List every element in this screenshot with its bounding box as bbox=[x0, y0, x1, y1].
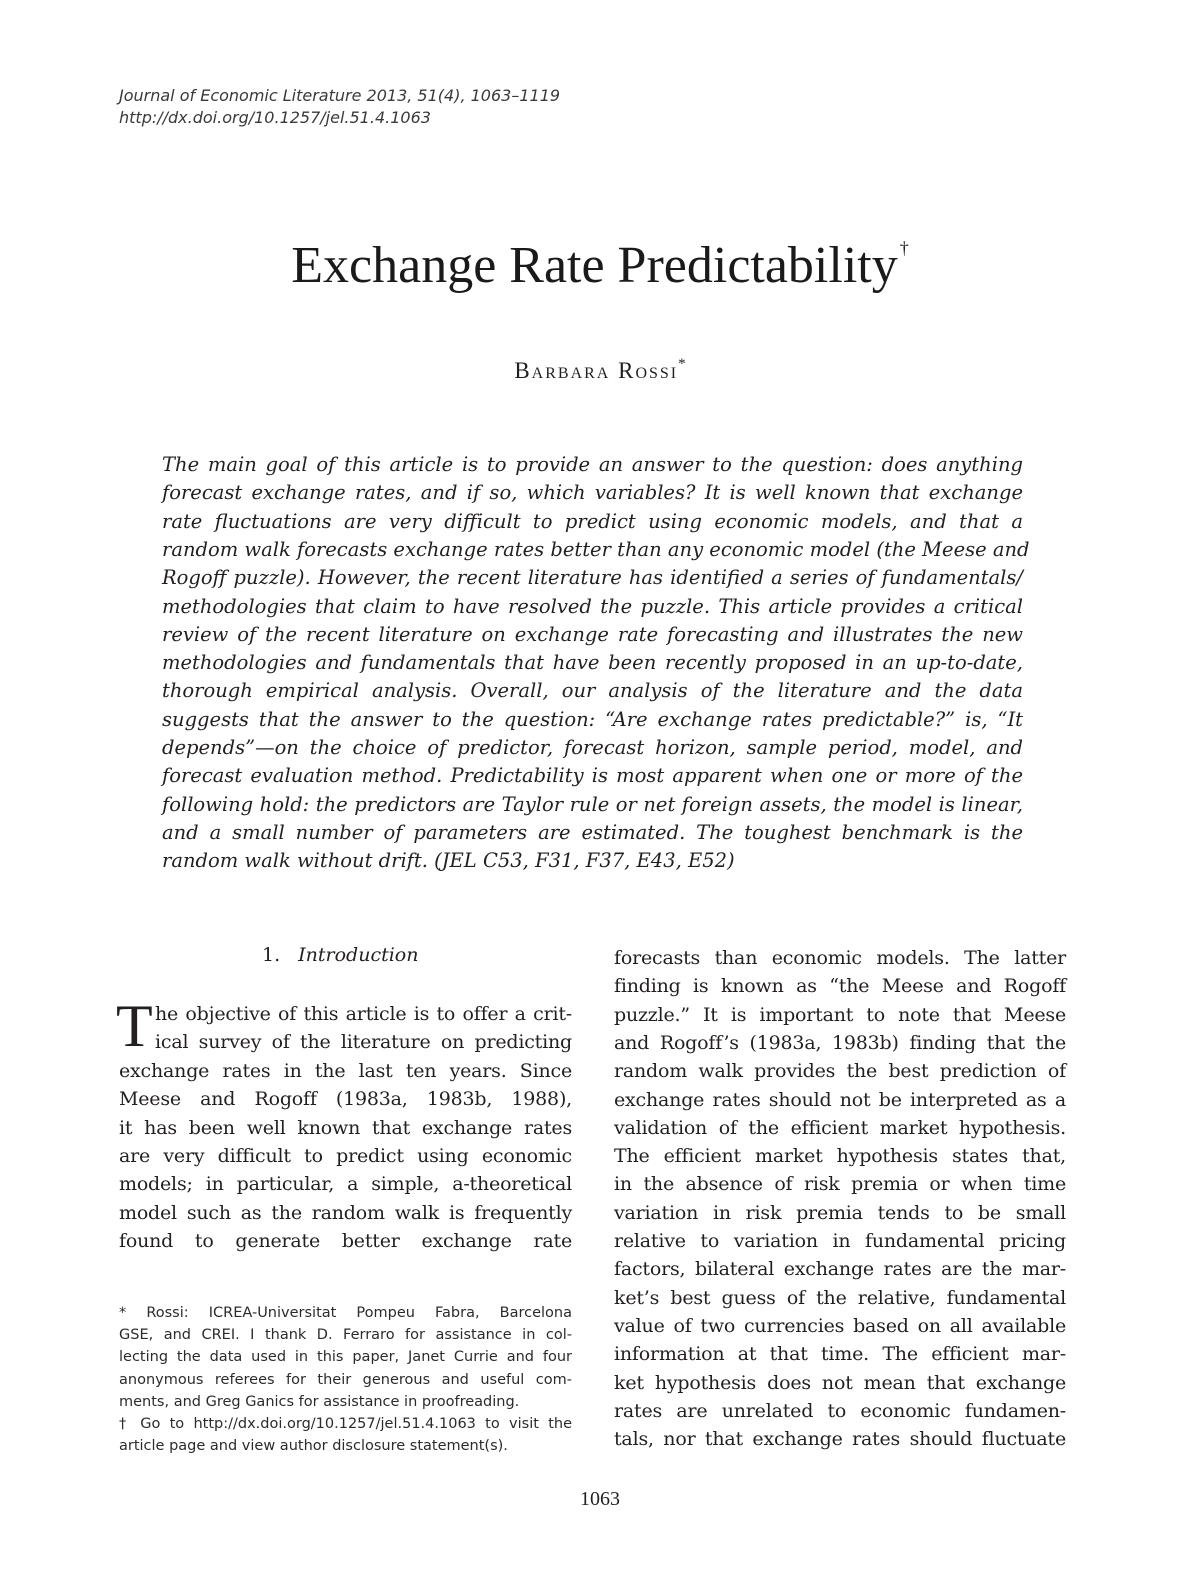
footnote-line: GSE, and CREI. I thank D. Ferraro for assistance in col- bbox=[119, 1327, 572, 1344]
footnote-line: ments, and Greg Ganics for assistance in proofreading. bbox=[119, 1393, 520, 1410]
author-footnote-mark: * bbox=[678, 356, 686, 372]
author-name bbox=[0, 356, 1200, 384]
abstract-line: rate fluctuations are very difficult to predict using economic models, and that a bbox=[162, 509, 1023, 533]
body-text-line: ket hypothesis does not mean that exchange bbox=[614, 1371, 1066, 1394]
body-text-line: model such as the random walk is frequently bbox=[119, 1201, 572, 1224]
body-text-line: exchange rates in the last ten years. Since bbox=[119, 1059, 572, 1082]
page-number: 1063 bbox=[580, 1488, 620, 1510]
body-text-line: and Rogoff’s (1983a, 1983b) finding that the bbox=[614, 1031, 1066, 1054]
doi-link[interactable]: http://dx.doi.org/10.1257/jel.51.4.1063 bbox=[119, 108, 431, 127]
body-text-line: tals, nor that exchange rates should fluctuate bbox=[614, 1428, 1066, 1451]
article-title-text: Exchange Rate Predictability bbox=[291, 237, 898, 294]
abstract-line: suggests that the answer to the question: “Are exchange rates predictable?” is, “It bbox=[162, 707, 1023, 731]
body-text-line: factors, bilateral exchange rates are the mar- bbox=[614, 1258, 1066, 1281]
body-text-line: are very difficult to predict using economic bbox=[119, 1145, 572, 1167]
body-text-line: variation in risk premia tends to be small bbox=[614, 1201, 1066, 1224]
body-text-line: ical survey of the literature on predicting bbox=[155, 1031, 572, 1054]
footnote-line: article page and view author disclosure statement(s). bbox=[119, 1438, 508, 1455]
body-text-line: forecasts than economic models. The latter bbox=[614, 947, 1066, 969]
footnote-line: † Go to http://dx.doi.org/10.1257/jel.51.4.1063 to visit the bbox=[119, 1416, 572, 1432]
abstract-line: random walk forecasts exchange rates better than any economic model (the Meese and bbox=[162, 537, 1030, 561]
footnote-line: anonymous referees for their generous and useful com- bbox=[119, 1371, 572, 1388]
abstract-line: methodologies that claim to have resolved the puzzle. This article provides a critical bbox=[162, 594, 1023, 618]
body-text-line: information at that time. The efficient mar- bbox=[614, 1343, 1066, 1366]
body-text-line: ket’s best guess of the relative, fundamental bbox=[614, 1286, 1066, 1309]
section-number: 1. bbox=[262, 944, 281, 966]
body-text-line: random walk provides the best prediction of bbox=[614, 1060, 1066, 1083]
body-text-line: value of two currencies based on all available bbox=[614, 1314, 1066, 1337]
author-name-text: Barbara Rossi bbox=[514, 358, 679, 383]
body-text-line: rates are unrelated to economic fundamen- bbox=[614, 1399, 1066, 1422]
abstract-line: review of the recent literature on exchange rate forecasting and illustrates the new bbox=[162, 622, 1023, 646]
body-text-line: models; in particular, a simple, a-theoretical bbox=[119, 1173, 572, 1196]
abstract-line: methodologies and fundamentals that have been recently proposed in an up-to-date, bbox=[162, 651, 1023, 675]
body-text-line: finding is known as “the Meese and Rogoff bbox=[614, 975, 1066, 998]
body-text-line: in the absence of risk premia or when time bbox=[614, 1173, 1066, 1196]
body-text-line: he objective of this article is to offer a crit- bbox=[155, 1003, 572, 1025]
footnote-line: * Rossi: ICREA-Universitat Pompeu Fabra, Barcelona bbox=[119, 1305, 572, 1321]
abstract-line: The main goal of this article is to provide an answer to the question: does anything bbox=[162, 453, 1023, 476]
drop-cap: T bbox=[116, 993, 153, 1059]
body-text-line: Meese and Rogoff (1983a, 1983b, 1988), bbox=[119, 1088, 572, 1111]
body-text-line: found to generate better exchange rate bbox=[119, 1230, 572, 1253]
abstract-line: forecast exchange rates, and if so, which variables? It is well known that exchange bbox=[162, 481, 1023, 505]
abstract-line: thorough empirical analysis. Overall, our analysis of the literature and the data bbox=[162, 679, 1023, 703]
abstract-line: depends”—on the choice of predictor, forecast horizon, sample period, model, and bbox=[162, 736, 1023, 759]
title-footnote-mark: † bbox=[899, 238, 909, 258]
body-text-line: puzzle.” It is important to note that Meese bbox=[614, 1003, 1066, 1026]
section-name: Introduction bbox=[298, 944, 419, 966]
body-text-line: The efficient market hypothesis states that, bbox=[614, 1145, 1066, 1168]
abstract-line: Rogoff puzzle). However, the recent literature has identified a series of fundamentals/ bbox=[162, 566, 1023, 590]
abstract-line: random walk without drift. (JEL C53, F31, F37, E43, E52) bbox=[162, 849, 735, 873]
body-text-line: validation of the efficient market hypothesis. bbox=[614, 1116, 1066, 1139]
section-heading bbox=[262, 944, 418, 966]
abstract-line: forecast evaluation method. Predictability is most apparent when one or more of the bbox=[162, 764, 1023, 788]
abstract-line: following hold: the predictors are Taylor rule or net foreign assets, the model is linear, bbox=[162, 792, 1023, 816]
article-title bbox=[0, 236, 1200, 295]
journal-citation: Journal of Economic Literature 2013, 51(4), 1063–1119 bbox=[119, 86, 561, 105]
body-text-line: it has been well known that exchange rates bbox=[119, 1116, 572, 1139]
abstract-line: and a small number of parameters are estimated. The toughest benchmark is the bbox=[162, 820, 1023, 844]
footnote-line: lecting the data used in this paper, Janet Currie and four bbox=[119, 1349, 572, 1366]
body-text-line: relative to variation in fundamental pricing bbox=[614, 1230, 1066, 1252]
body-text-line: exchange rates should not be interpreted as a bbox=[614, 1088, 1066, 1111]
